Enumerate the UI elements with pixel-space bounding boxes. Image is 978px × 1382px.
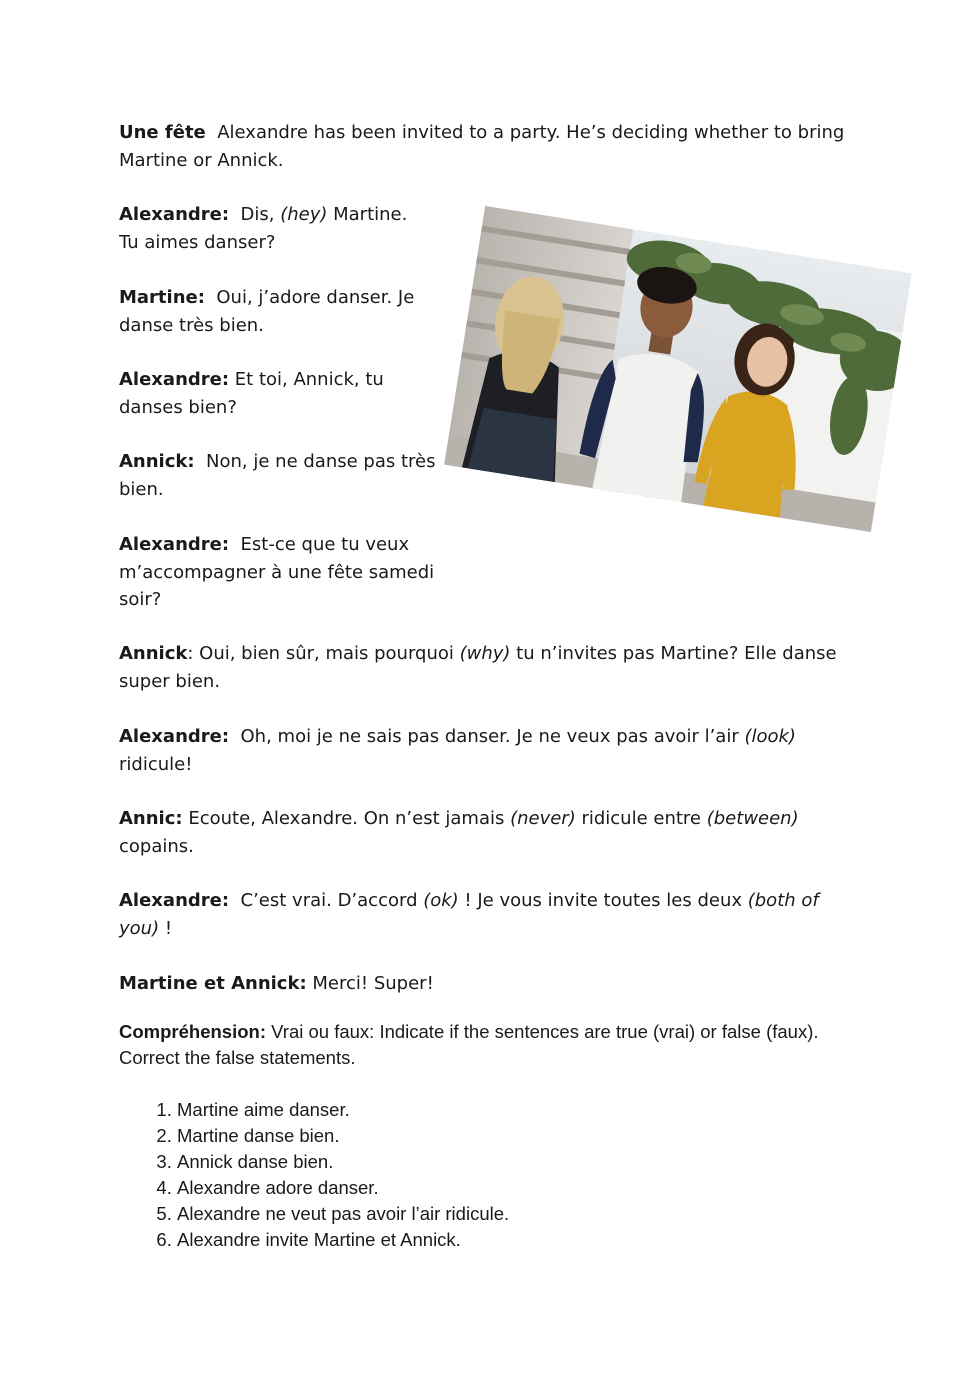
- dialogue-line-8: Annic: Ecoute, Alexandre. On n’est jamais (never) ridicule entre (between) copains.: [119, 808, 799, 857]
- comprehension-label: Compréhension:: [119, 1021, 266, 1042]
- speaker: Alexandre:: [119, 726, 230, 747]
- speaker: Alexandre:: [119, 534, 230, 555]
- list-item: 1. Martine aime danser.: [177, 1097, 877, 1123]
- intro-text: Alexandre has been invited to a party. He’s deciding whether to bring Martine or Annick.: [119, 122, 845, 171]
- list-item: 2. Martine danse bien.: [177, 1123, 877, 1149]
- party-photo: [444, 206, 912, 532]
- comprehension-list: [119, 1097, 877, 1253]
- dialogue-line-10: Martine et Annick: Merci! Super!: [119, 973, 434, 994]
- speaker: Annick:: [119, 451, 195, 472]
- dialogue-line-6: Annick: Oui, bien sûr, mais pourquoi (why) tu n’invites pas Martine? Elle danse super bien.: [119, 643, 837, 692]
- speaker: Martine:: [119, 287, 205, 308]
- line-continuation: Tu aimes danser?: [119, 231, 276, 253]
- dialogue-line-7: Alexandre: Oh, moi je ne sais pas danser. Je ne veux pas avoir l’air (look) ridicule!: [119, 726, 796, 775]
- speaker: Annic:: [119, 808, 183, 829]
- list-item: 5. Alexandre ne veut pas avoir l’air ridicule.: [177, 1201, 877, 1227]
- speaker: Martine et Annick:: [119, 973, 307, 994]
- speaker: Alexandre:: [119, 369, 230, 390]
- dialogue-line-3: Alexandre: Et toi, Annick, tu danses bien?: [119, 369, 384, 418]
- list-item: 6. Alexandre invite Martine et Annick.: [177, 1227, 877, 1253]
- dialogue-line-5: Alexandre: Est-ce que tu veux m’accompagner à une fête samedi soir?: [119, 534, 435, 610]
- intro-paragraph: [119, 119, 879, 174]
- dialogue-line-9: Alexandre: C’est vrai. D’accord (ok) ! Je vous invite toutes les deux (both of you) !: [119, 890, 819, 939]
- intro-title: Une fête: [119, 122, 206, 143]
- speaker: Alexandre:: [119, 890, 230, 911]
- speaker: Annick: [119, 643, 188, 664]
- dialogue-line-2: Martine: Oui, j’adore danser. Je danse très bien.: [119, 287, 415, 336]
- list-item: 4. Alexandre adore danser.: [177, 1175, 877, 1201]
- comprehension-instructions: Compréhension: Vrai ou faux: Indicate if the sentences are true (vrai) or false (faux). Correct the false statements.: [119, 1021, 819, 1068]
- speaker: Alexandre:: [119, 204, 230, 225]
- dialogue-line-1: Alexandre: Dis, (hey) Martine. Tu aimes danser?: [119, 204, 408, 253]
- dialogue-line-4: Annick: Non, je ne danse pas très bien.: [119, 451, 436, 500]
- list-item: 3. Annick danse bien.: [177, 1149, 877, 1175]
